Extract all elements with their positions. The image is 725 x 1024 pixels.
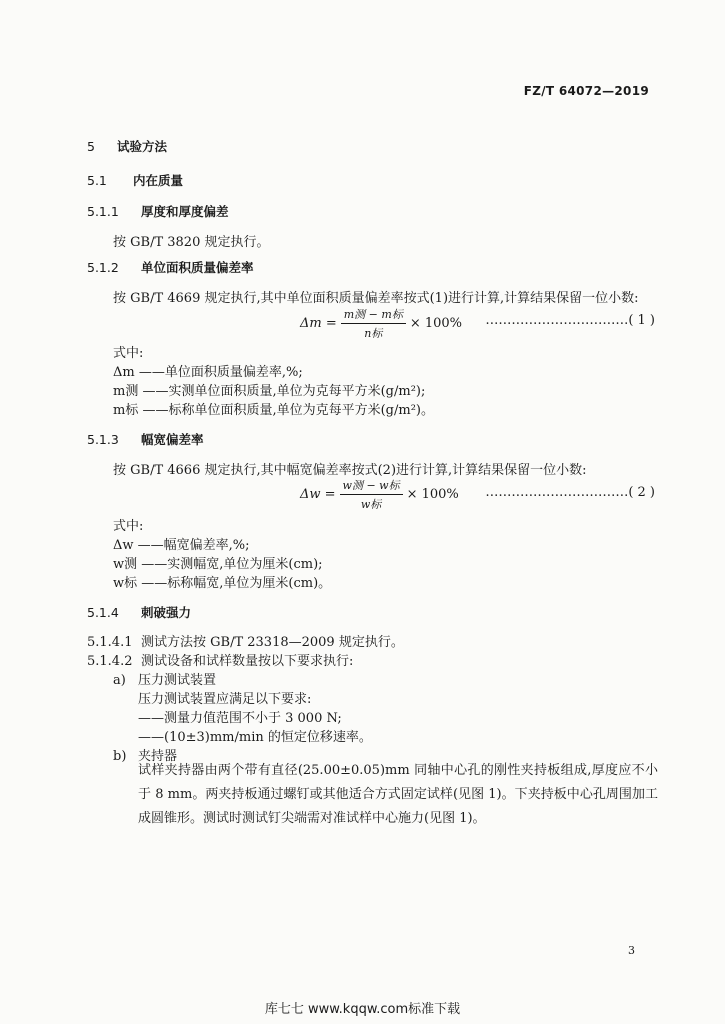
- formula-2: [300, 477, 459, 512]
- list-paragraph: 试样夹持器由两个带有直径(25.00±0.05)mm 同轴中心孔的刚性夹持板组成,厚度应不小于 8 mm。两夹持板通过螺钉或其他适合方式固定试样(见图 1)。下夹持板中心孔周围加工成圆锥形。测试时测试钉尖端需对准试样中心施力(见图 1)。: [138, 763, 658, 826]
- section-title: 刺破强力: [141, 605, 192, 620]
- variable-line: Δm ——单位面积质量偏差率,%;: [113, 365, 303, 380]
- where-label-1: 式中:: [113, 346, 144, 361]
- section-title: 厚度和厚度偏差: [141, 204, 229, 219]
- list-item-a: [113, 669, 216, 688]
- section-5-1-4-heading: [87, 603, 191, 621]
- section-5-1-1-text: 按 GB/T 3820 规定执行。: [113, 235, 270, 250]
- formula-denominator: w标: [360, 498, 382, 511]
- section-5-1-1-heading: [87, 202, 229, 220]
- list-title: 压力测试装置: [138, 673, 217, 688]
- standard-code: FZ/T 64072—2019: [523, 84, 649, 98]
- variable-line: w标 ——标称幅宽,单位为厘米(cm)。: [113, 576, 332, 591]
- formula-numerator: m测 − m标: [341, 306, 406, 324]
- list-line: 压力测试装置应满足以下要求:: [138, 692, 312, 707]
- section-number: 5.1.4: [87, 605, 119, 620]
- formula-numerator: w测 − w标: [340, 477, 403, 495]
- list-title: 夹持器: [138, 749, 178, 764]
- section-text: 测试设备和试样数量按以下要求执行:: [141, 654, 354, 669]
- variable-line: m标 ——标称单位面积质量,单位为克每平方米(g/m²)。: [113, 403, 434, 418]
- section-number: 5.1.1: [87, 204, 119, 219]
- section-5-1-3-text: 按 GB/T 4666 规定执行,其中幅宽偏差率按式(2)进行计算,计算结果保留一位小数:: [113, 463, 587, 478]
- variable-line: Δw ——幅宽偏差率,%;: [113, 538, 250, 553]
- equation-number-2: ……………………………( 2 ): [485, 485, 655, 500]
- variable-line: m测 ——实测单位面积质量,单位为克每平方米(g/m²);: [113, 384, 426, 399]
- section-number: 5: [87, 139, 95, 154]
- page-number: 3: [628, 944, 635, 957]
- formula-lhs: Δm =: [300, 316, 337, 331]
- section-number: 5.1.4.1: [87, 635, 133, 650]
- list-line: ——测量力值范围不小于 3 000 N;: [138, 711, 342, 726]
- section-5-heading: [87, 137, 167, 155]
- formula-rhs: × 100%: [406, 487, 459, 502]
- formula-denominator: n标: [364, 327, 383, 340]
- section-text: 测试方法按 GB/T 23318—2009 规定执行。: [141, 635, 404, 650]
- section-title: 试验方法: [117, 139, 168, 154]
- list-line: ——(10±3)mm/min 的恒定位移速率。: [138, 730, 372, 745]
- formula-1: [300, 306, 462, 341]
- section-number: 5.1.2: [87, 260, 119, 275]
- formula-rhs: × 100%: [409, 316, 463, 331]
- formula-fraction: [340, 477, 403, 512]
- section-5-1-4-1: [87, 631, 404, 650]
- section-title: 内在质量: [133, 173, 184, 188]
- equation-number-1: ……………………………( 1 ): [485, 313, 655, 328]
- section-number: 5.1: [87, 173, 107, 188]
- footer-watermark: 库七七 www.kqqw.com标准下载: [264, 1002, 461, 1017]
- formula-lhs: Δw =: [300, 487, 336, 502]
- where-label-2: 式中:: [113, 519, 144, 534]
- section-number: 5.1.3: [87, 432, 119, 447]
- section-5-1-3-heading: [87, 430, 204, 448]
- section-title: 单位面积质量偏差率: [141, 260, 254, 275]
- variable-line: w测 ——实测幅宽,单位为厘米(cm);: [113, 557, 323, 572]
- section-5-1-heading: [87, 171, 183, 189]
- list-label: a): [113, 673, 126, 688]
- section-title: 幅宽偏差率: [141, 432, 204, 447]
- formula-fraction: [341, 306, 406, 341]
- section-5-1-2-heading: [87, 258, 254, 276]
- section-number: 5.1.4.2: [87, 654, 133, 669]
- list-label: b): [113, 749, 127, 764]
- section-5-1-2-text: 按 GB/T 4669 规定执行,其中单位面积质量偏差率按式(1)进行计算,计算结果保留一位小数:: [113, 291, 639, 306]
- section-5-1-4-2: [87, 650, 353, 669]
